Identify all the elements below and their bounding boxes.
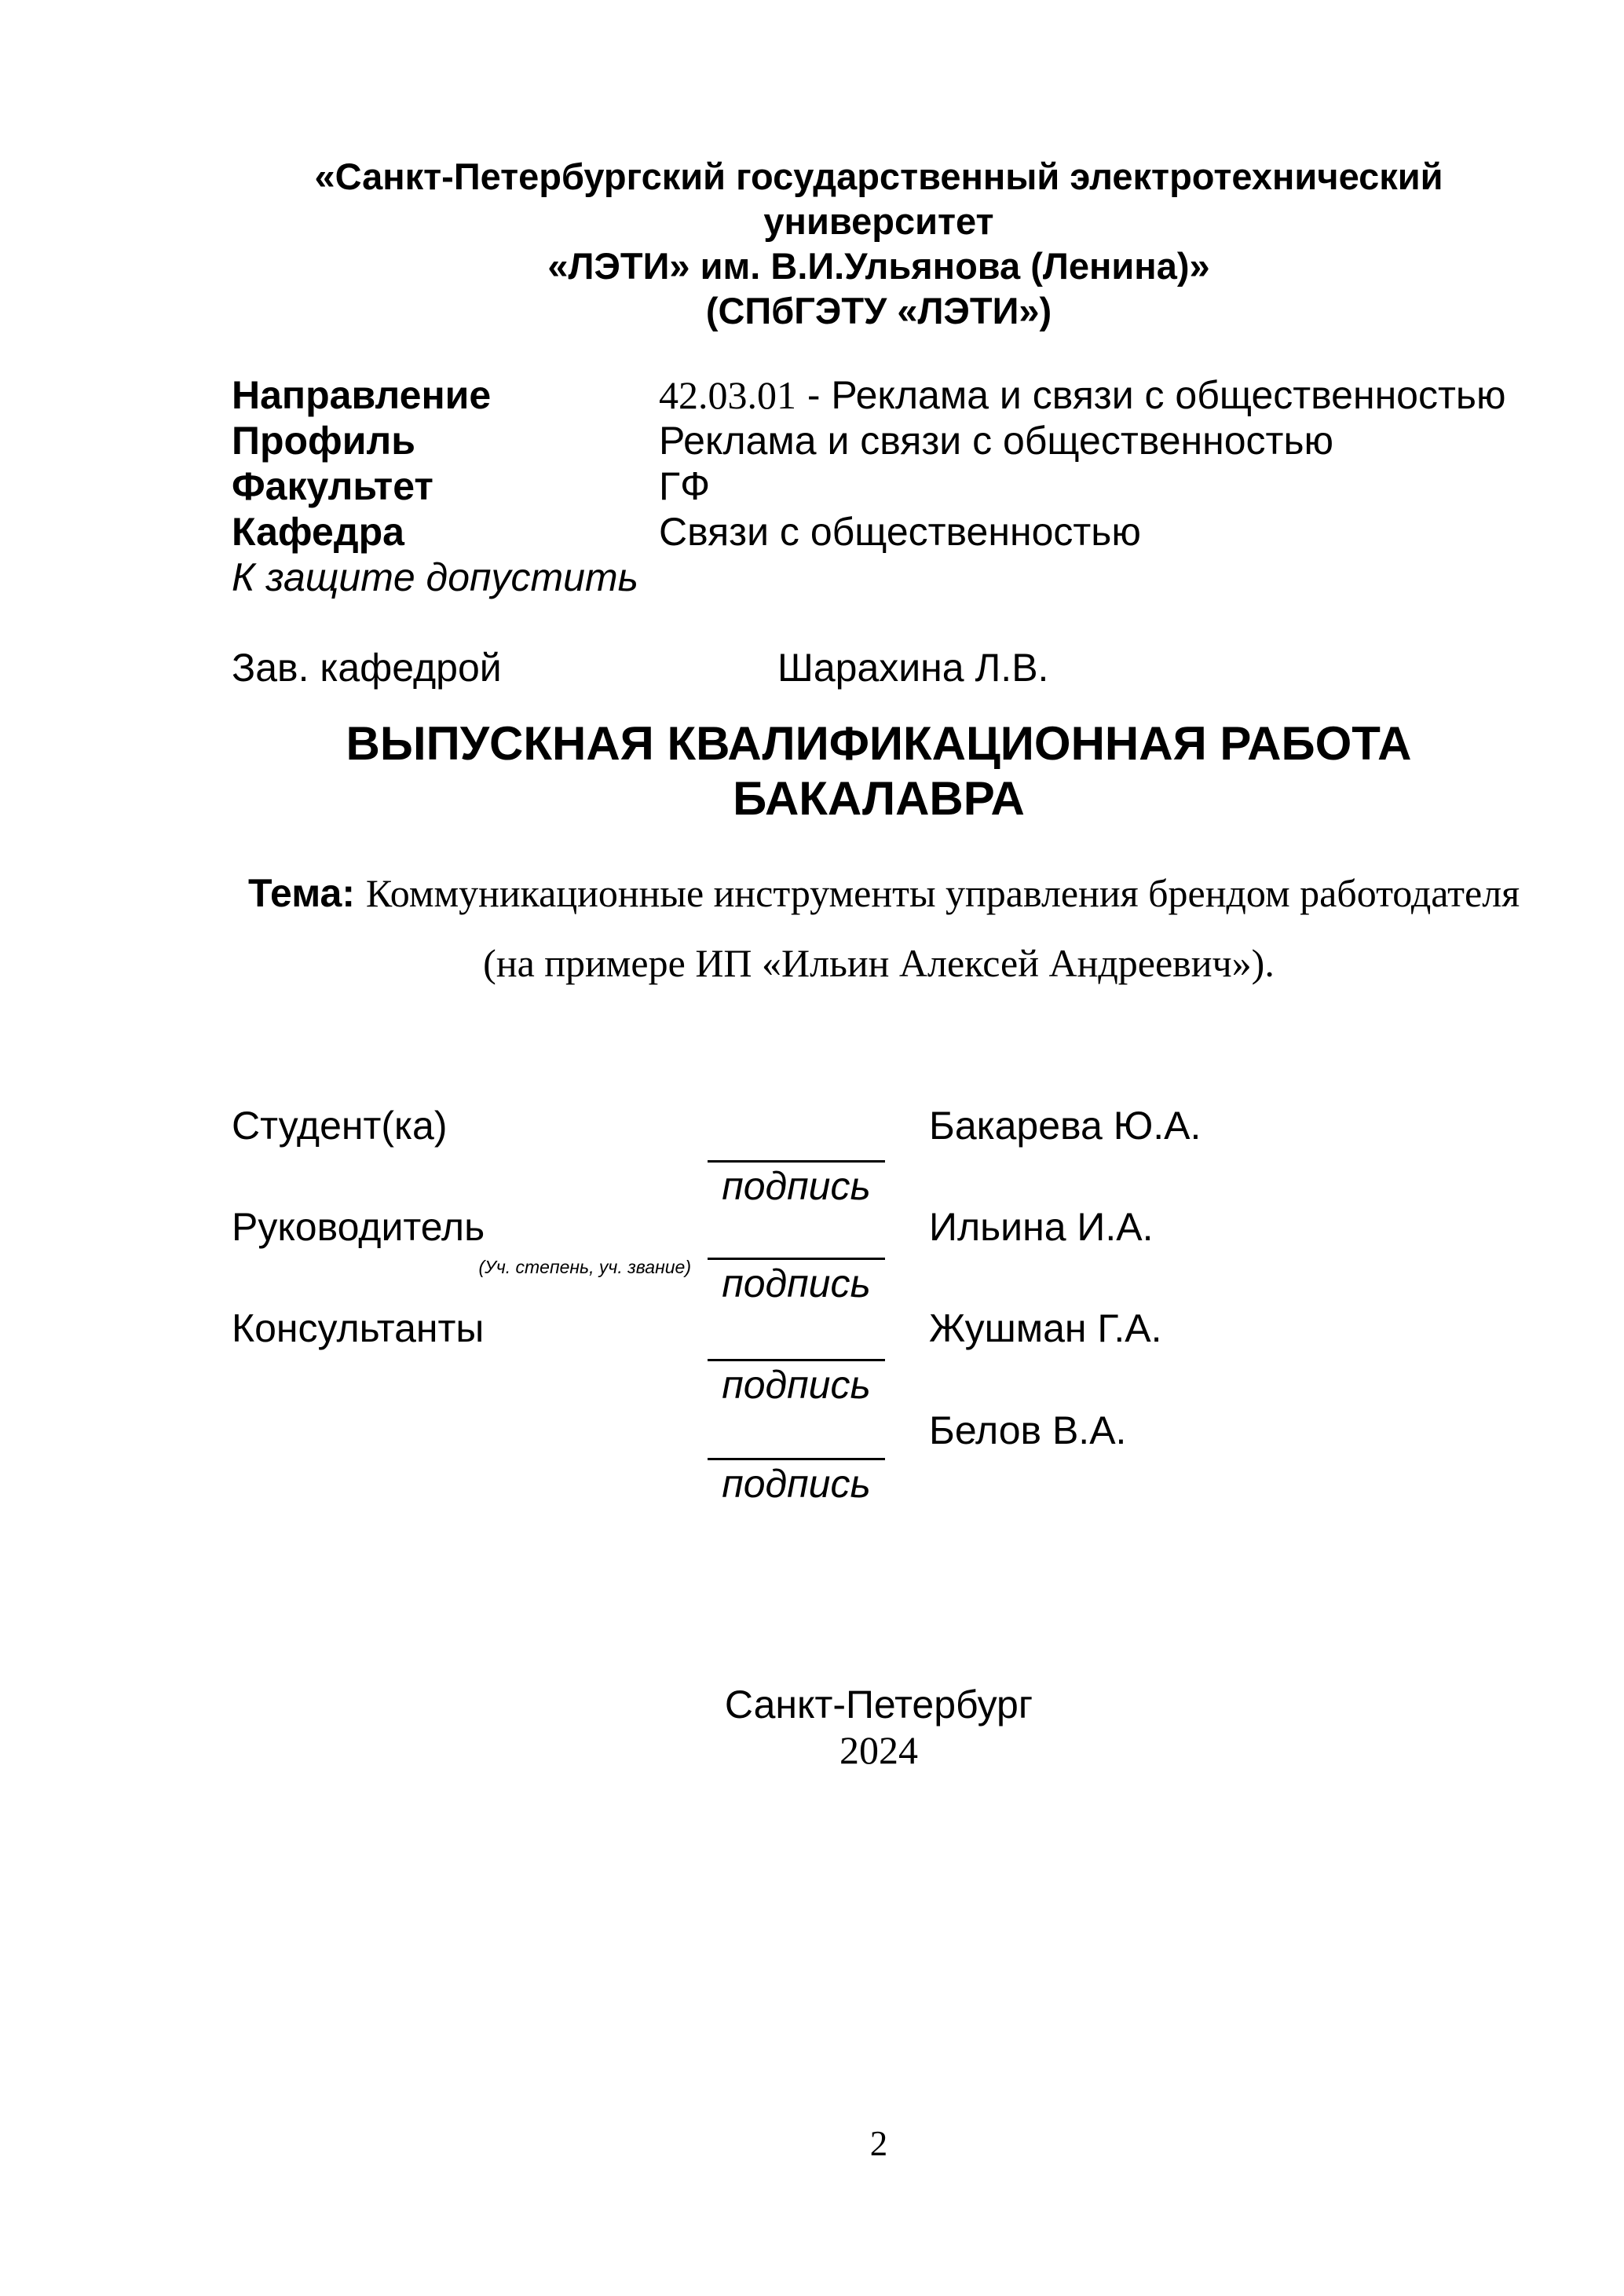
- direction-name: - Реклама и связи с общественностью: [796, 373, 1506, 417]
- field-row-direction: [232, 372, 1567, 418]
- work-title-line-2: БАКАЛАВРА: [733, 772, 1025, 825]
- university-header-line-4: (СПбГЭТУ «ЛЭТИ»): [705, 290, 1052, 331]
- sig-role-consultants: Консультанты: [232, 1306, 485, 1350]
- sig-name-consultant-2: Белов В.А.: [929, 1408, 1127, 1452]
- field-label-direction: Направление: [232, 373, 492, 417]
- field-label-department: Кафедра: [232, 510, 404, 554]
- sig-name-supervisor: Ильина И.А.: [929, 1205, 1154, 1249]
- sig-role-student: Студент(ка): [232, 1104, 448, 1148]
- field-row-department: [232, 509, 1567, 555]
- direction-code: 42.03.01: [659, 373, 796, 417]
- theme-case-note: (на примере ИП «Ильин Алексей Андреевич»).: [483, 941, 1275, 985]
- dept-head-row: [232, 645, 1526, 692]
- footer-city: Санкт-Петербург: [724, 1683, 1033, 1727]
- signature-caption-student: подпись: [722, 1164, 871, 1208]
- field-value-direction: [659, 372, 1505, 418]
- signature-caption-supervisor: подпись: [722, 1262, 871, 1305]
- university-header-line-2: университет: [763, 200, 994, 242]
- signature-line-supervisor: [708, 1258, 885, 1260]
- university-header-line-1: «Санкт-Петербургский государственный электротехнический: [314, 156, 1443, 197]
- field-row-faculty: [232, 463, 1567, 509]
- field-value-department: Связи с общественностью: [659, 510, 1141, 554]
- signature-line-student: [708, 1160, 885, 1163]
- university-header-line-3: «ЛЭТИ» им. В.И.Ульянова (Ленина)»: [547, 245, 1210, 287]
- dept-head-name: Шарахина Л.В.: [777, 646, 1049, 690]
- signature-caption-consultant-2: подпись: [722, 1462, 871, 1506]
- field-value-faculty: ГФ: [659, 464, 711, 508]
- theme-label: Тема:: [248, 871, 355, 915]
- sig-role-supervisor: Руководитель: [232, 1205, 485, 1249]
- field-value-profile: Реклама и связи с общественностью: [659, 419, 1334, 463]
- sig-name-student: Бакарева Ю.А.: [929, 1104, 1202, 1148]
- admit-note: К защите допустить: [232, 555, 638, 599]
- signature-line-consultant-1: [708, 1359, 885, 1361]
- signature-line-consultant-2: [708, 1458, 885, 1460]
- theme-line: [248, 870, 1583, 916]
- work-title: [232, 716, 1526, 826]
- work-title-line-1: ВЫПУСКНАЯ КВАЛИФИКАЦИОННАЯ РАБОТА: [346, 717, 1412, 770]
- degree-note: (Уч. степень, уч. звание): [478, 1257, 691, 1277]
- program-fields: [232, 372, 1567, 600]
- dept-head-label: Зав. кафедрой: [232, 646, 502, 690]
- field-label-profile: Профиль: [232, 419, 416, 463]
- signature-caption-consultant-1: подпись: [722, 1363, 871, 1407]
- theme-text: Коммуникационные инструменты управления брендом работодателя: [365, 871, 1520, 915]
- university-header: [232, 154, 1526, 333]
- sig-name-consultant-1: Жушман Г.А.: [929, 1306, 1162, 1350]
- footer-year: 2024: [839, 1728, 918, 1772]
- field-label-faculty: Факультет: [232, 464, 433, 508]
- field-row-profile: [232, 418, 1567, 463]
- page-number: 2: [869, 2124, 888, 2163]
